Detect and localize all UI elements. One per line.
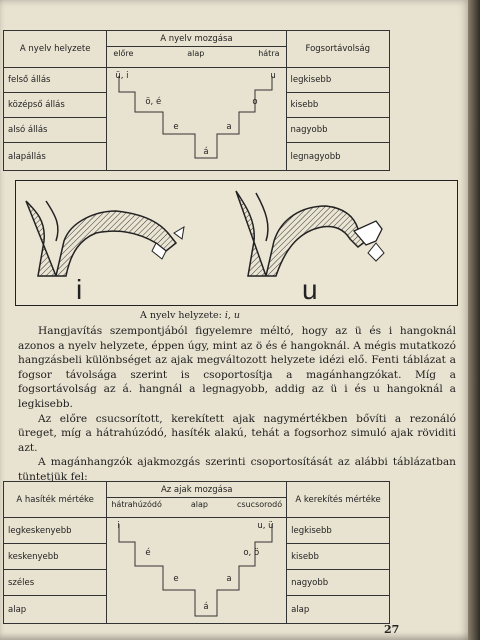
table-row-label: alapállás xyxy=(4,143,107,171)
tongue-i-drawing xyxy=(26,201,184,276)
vowel-label: ö, é xyxy=(145,97,162,107)
vowel-label: a xyxy=(226,122,232,132)
table-row-label: felső állás xyxy=(4,68,107,93)
vowel-label: u xyxy=(270,71,276,81)
tongue-position-table xyxy=(3,30,390,171)
subheader-round: csucsorodó xyxy=(237,500,283,509)
table1-header-movement xyxy=(107,31,286,68)
paragraph: Hangjavítás szempontjából figyelemre méltó, hogy az ü és i hangoknál azonos a nyelv helyzete, éppen úgy, mint az ö és é hangoknál. A mégis mutatkozó hangzásbeli különbséget az ajak megváltozott helyzete idézi elő. Fenti táblázat a fogsor távolsága szerint is csoportosítja a magánhangzókat. Míg a fogsortávolság az á. hangnál a legnagyobb, addig az ü i és u hangoknál a legkisebb. xyxy=(18,325,456,410)
header-text: A nyelv helyzete xyxy=(19,44,91,54)
vowel-label: o xyxy=(252,97,258,107)
header-text: Fogsortávolság xyxy=(305,44,370,54)
table2-header-lips xyxy=(107,482,287,518)
page-number: 27 xyxy=(384,623,400,636)
vowel-label: á xyxy=(203,147,209,157)
table-row-value: kisebb xyxy=(286,93,390,118)
tongue-u-drawing xyxy=(236,191,384,276)
paragraph: Az előre csucsorított, kerekített ajak nagymértékben bővíti a rezonáló üreget, míg a hátrahúzódó, hasíték alakú, tehát a fogsorhoz simuló ajak röviditi azt. xyxy=(18,412,456,454)
subheader-base: alap xyxy=(187,49,205,58)
stair-lines xyxy=(107,518,296,622)
vowel-label: e xyxy=(173,574,179,584)
subheader-base: alap xyxy=(190,500,208,509)
table-row-value: nagyobb xyxy=(286,118,390,143)
vowel-label: o, ö xyxy=(243,548,260,558)
tongue-position-figure xyxy=(15,180,458,306)
mouth-cross-section-drawings xyxy=(16,181,457,305)
table-row-value: nagyobb xyxy=(287,570,390,596)
figure-caption xyxy=(140,310,240,321)
vowel-label: a xyxy=(226,574,232,584)
subheader-front: előre xyxy=(113,49,134,58)
header-text: Az ajak mozgása xyxy=(160,485,233,495)
header-text: A hasíték mértéke xyxy=(16,494,94,505)
table-row-value: legkisebb xyxy=(286,68,390,93)
vowel-label: i xyxy=(117,521,120,531)
table1-header-distance xyxy=(286,31,390,68)
paragraph: A magánhangzók ajakmozgás szerinti csoportosítását az alábbi táblázatban tüntetjük fel: xyxy=(18,456,456,483)
table-row-value: legkisebb xyxy=(287,518,390,544)
subheader-back: hátrahúzódó xyxy=(111,500,162,509)
body-text xyxy=(18,324,456,485)
vowel-label: ü, i xyxy=(115,71,129,81)
table2-header-slit xyxy=(4,482,107,518)
caption-vowels: i, u xyxy=(224,310,241,321)
vowel-label: u, ü xyxy=(257,521,274,531)
table-row-label: legkeskenyebb xyxy=(4,518,107,544)
stair-lines xyxy=(107,68,296,168)
vowel-label: e xyxy=(173,122,179,132)
letter-i-label: i xyxy=(76,274,83,305)
table-row-label: alsó állás xyxy=(4,118,107,143)
letter-u-label: u xyxy=(302,274,318,305)
table-row-label: alap xyxy=(4,596,107,624)
table-row-value: legnagyobb xyxy=(286,143,390,171)
tongue-stair-diagram xyxy=(107,68,286,171)
header-text: A nyelv mozgása xyxy=(160,34,233,44)
table-row-label: keskenyebb xyxy=(4,544,107,570)
table-row-value: kisebb xyxy=(287,544,390,570)
page-edge xyxy=(468,0,480,640)
table1-header-position xyxy=(4,31,107,68)
lip-stair-diagram xyxy=(107,518,287,624)
vowel-label: é xyxy=(145,548,151,558)
vowel-label: á xyxy=(203,602,209,612)
subheader-back: hátra xyxy=(258,49,280,58)
header-text: A kerekítés mértéke xyxy=(295,494,381,505)
table-row-value: alap xyxy=(287,596,390,624)
table2-header-round xyxy=(287,482,390,518)
caption-text: A nyelv helyzete: xyxy=(140,310,222,321)
table-row-label: széles xyxy=(4,570,107,596)
table-row-label: középső állás xyxy=(4,93,107,118)
lip-movement-table xyxy=(3,481,390,624)
